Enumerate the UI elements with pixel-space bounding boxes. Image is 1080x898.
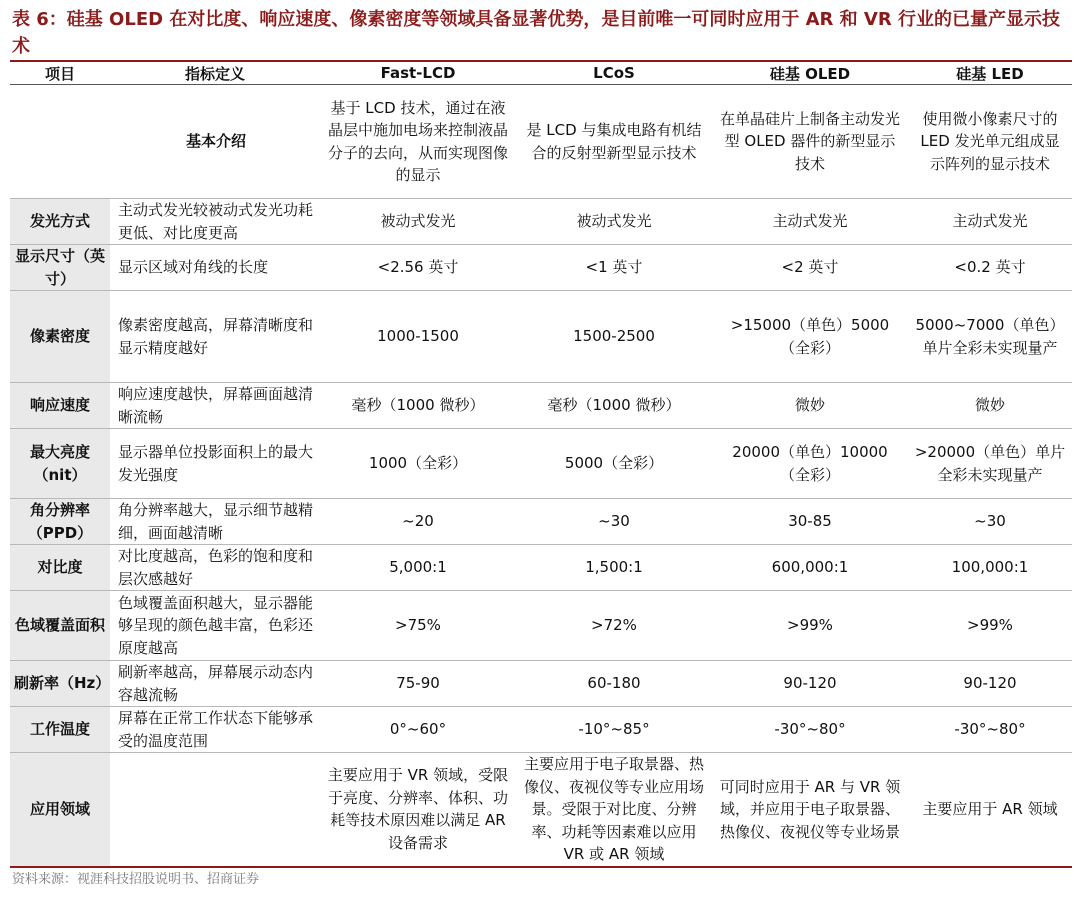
comparison-grid	[10, 60, 1072, 868]
cell: >20000（单色）单片全彩未实现量产	[908, 429, 1072, 499]
table-row	[10, 591, 1072, 661]
table-row	[10, 545, 1072, 591]
row-definition: 响应速度越快，屏幕画面越清晰流畅	[110, 383, 320, 429]
cell: 微妙	[712, 383, 908, 429]
cell: 基于 LCD 技术，通过在液晶层中施加电场来控制液晶分子的去向，从而实现图像的显示	[320, 85, 516, 199]
cell: 1500-2500	[516, 291, 712, 383]
cell: 毫秒（1000 微秒）	[516, 383, 712, 429]
cell: 1000-1500	[320, 291, 516, 383]
cell: >75%	[320, 591, 516, 661]
table-row	[10, 661, 1072, 707]
table-row	[10, 245, 1072, 291]
table-row	[10, 199, 1072, 245]
header-row	[10, 61, 1072, 85]
cell: 是 LCD 与集成电路有机结合的反射型新型显示技术	[516, 85, 712, 199]
row-label: 发光方式	[10, 199, 110, 245]
cell: >72%	[516, 591, 712, 661]
cell: >99%	[712, 591, 908, 661]
cell: 使用微小像素尺寸的 LED 发光单元组成显示阵列的显示技术	[908, 85, 1072, 199]
cell: <2 英寸	[712, 245, 908, 291]
cell: -30°~80°	[712, 707, 908, 753]
cell: <2.56 英寸	[320, 245, 516, 291]
row-label-basic: 基本介绍	[110, 85, 320, 199]
row-label: 刷新率（Hz）	[10, 661, 110, 707]
cell: 主要应用于电子取景器、热像仪、夜视仪等专业应用场景。受限于对比度、分辨率、功耗等因素难以应用 VR 或 AR 领域	[516, 753, 712, 867]
row-label: 对比度	[10, 545, 110, 591]
header-fast-lcd: Fast-LCD	[320, 61, 516, 85]
row-definition: 显示器单位投影面积上的最大发光强度	[110, 429, 320, 499]
cell: ~30	[908, 499, 1072, 545]
row-definition: 像素密度越高，屏幕清晰度和显示精度越好	[110, 291, 320, 383]
cell: 1,500:1	[516, 545, 712, 591]
cell: 主动式发光	[712, 199, 908, 245]
header-definition: 指标定义	[110, 61, 320, 85]
row-definition: 刷新率越高，屏幕展示动态内容越流畅	[110, 661, 320, 707]
header-si-led: 硅基 LED	[908, 61, 1072, 85]
comparison-table	[10, 60, 1072, 868]
table-row	[10, 383, 1072, 429]
table-row	[10, 707, 1072, 753]
table-row	[10, 753, 1072, 867]
cell: >99%	[908, 591, 1072, 661]
table-row	[10, 499, 1072, 545]
row-label: 显示尺寸（英寸）	[10, 245, 110, 291]
cell: 60-180	[516, 661, 712, 707]
row-definition: 屏幕在正常工作状态下能够承受的温度范围	[110, 707, 320, 753]
cell: 5000（全彩）	[516, 429, 712, 499]
row-label: 角分辨率（PPD）	[10, 499, 110, 545]
cell: 600,000:1	[712, 545, 908, 591]
header-item: 项目	[10, 61, 110, 85]
row-label: 色域覆盖面积	[10, 591, 110, 661]
cell: -30°~80°	[908, 707, 1072, 753]
row-definition: 色域覆盖面积越大，显示器能够呈现的颜色越丰富，色彩还原度越高	[110, 591, 320, 661]
cell: <1 英寸	[516, 245, 712, 291]
row-label: 响应速度	[10, 383, 110, 429]
cell: 75-90	[320, 661, 516, 707]
cell: <0.2 英寸	[908, 245, 1072, 291]
row-label: 应用领域	[10, 753, 110, 867]
cell: -10°~85°	[516, 707, 712, 753]
cell: 主要应用于 VR 领域，受限于亮度、分辨率、体积、功耗等技术原因难以满足 AR 设备需求	[320, 753, 516, 867]
row-label: 像素密度	[10, 291, 110, 383]
cell: 90-120	[908, 661, 1072, 707]
cell: 毫秒（1000 微秒）	[320, 383, 516, 429]
cell: ~30	[516, 499, 712, 545]
cell: 90-120	[712, 661, 908, 707]
cell: 可同时应用于 AR 与 VR 领域，并应用于电子取景器、热像仪、夜视仪等专业场景	[712, 753, 908, 867]
cell: 被动式发光	[320, 199, 516, 245]
cell: ~20	[320, 499, 516, 545]
header-lcos: LCoS	[516, 61, 712, 85]
table-row	[10, 85, 1072, 199]
cell: 20000（单色）10000（全彩）	[712, 429, 908, 499]
cell: 1000（全彩）	[320, 429, 516, 499]
cell: 被动式发光	[516, 199, 712, 245]
source-note: 资料来源：视涯科技招股说明书、招商证券	[12, 872, 260, 887]
cell: 微妙	[908, 383, 1072, 429]
cell: 30-85	[712, 499, 908, 545]
row-label	[10, 85, 110, 199]
cell: 5000~7000（单色）单片全彩未实现量产	[908, 291, 1072, 383]
row-label: 最大亮度（nit）	[10, 429, 110, 499]
cell: 100,000:1	[908, 545, 1072, 591]
row-label: 工作温度	[10, 707, 110, 753]
cell: 在单晶硅片上制备主动发光型 OLED 器件的新型显示技术	[712, 85, 908, 199]
cell: 5,000:1	[320, 545, 516, 591]
row-definition: 对比度越高，色彩的饱和度和层次感越好	[110, 545, 320, 591]
cell: 0°~60°	[320, 707, 516, 753]
table-row	[10, 291, 1072, 383]
table-row	[10, 429, 1072, 499]
table-title: 表 6：硅基 OLED 在对比度、响应速度、像素密度等领域具备显著优势，是目前唯一可同时应用于 AR 和 VR 行业的已量产显示技术	[12, 9, 1060, 57]
cell: 主动式发光	[908, 199, 1072, 245]
row-definition: 角分辨率越大，显示细节越精细，画面越清晰	[110, 499, 320, 545]
row-definition: 主动式发光较被动式发光功耗更低、对比度更高	[110, 199, 320, 245]
cell: >15000（单色）5000（全彩）	[712, 291, 908, 383]
cell: 主要应用于 AR 领域	[908, 753, 1072, 867]
header-si-oled: 硅基 OLED	[712, 61, 908, 85]
row-definition	[110, 753, 320, 867]
row-definition: 显示区域对角线的长度	[110, 245, 320, 291]
